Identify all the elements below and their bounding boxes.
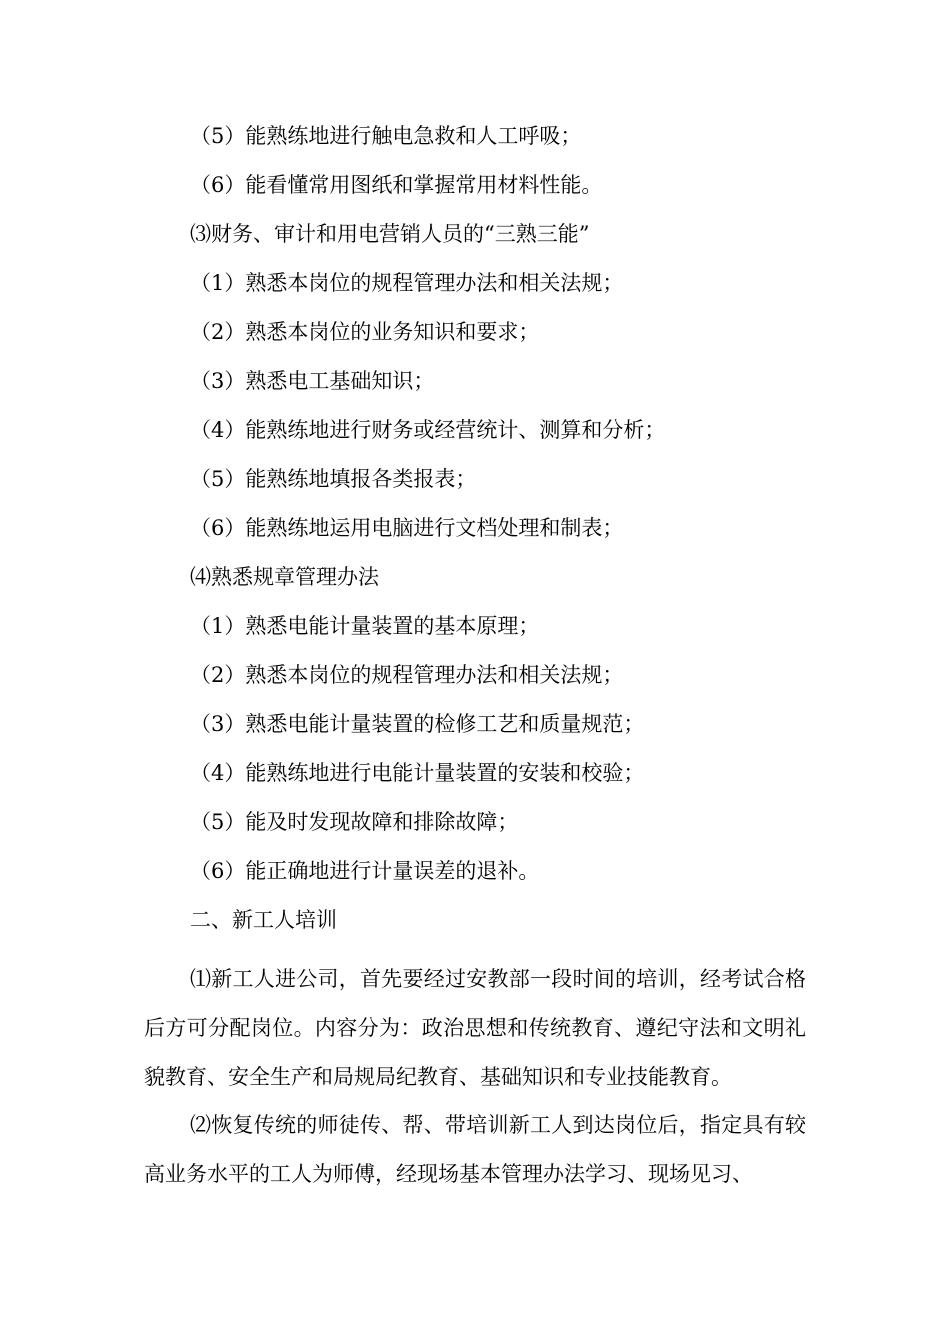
section-heading: 二、新工人培训 <box>190 908 337 932</box>
body-paragraph: ⑴新工人进公司，首先要经过安教部一段时间的培训，经考试合格后方可分配岗位。内容分为：政治思想和传统教育、遵纪守法和文明礼貌教育、安全生产和局规局纪教育、基础知识和专业技能教育。 <box>144 967 806 1089</box>
list-item: （4）能熟练地进行财务或经营统计、测算和分析； <box>190 418 666 442</box>
list-item: （1）熟悉本岗位的规程管理办法和相关法规； <box>190 271 624 295</box>
list-item: （1）熟悉电能计量装置的基本原理； <box>190 614 540 638</box>
list-item: （2）熟悉本岗位的业务知识和要求； <box>190 320 540 344</box>
list-item: （3）熟悉电工基础知识； <box>190 369 435 393</box>
list-item: （5）能熟练地填报各类报表； <box>190 467 477 491</box>
list-item: （4）能熟练地进行电能计量装置的安装和校验； <box>190 761 645 785</box>
section-heading: ⑶财务、审计和用电营销人员的“三熟三能” <box>190 222 590 246</box>
list-item: （5）能熟练地进行触电急救和人工呼吸； <box>190 124 582 148</box>
body-paragraph: ⑵恢复传统的师徒传、帮、带培训新工人到达岗位后，指定具有较高业务水平的工人为师傅，经现场基本管理办法学习、现场见习、 <box>144 1113 806 1186</box>
list-item: （3）熟悉电能计量装置的检修工艺和质量规范； <box>190 712 645 736</box>
list-item: （6）能熟练地运用电脑进行文档处理和制表； <box>190 516 624 540</box>
list-item: （6）能正确地进行计量误差的退补。 <box>190 859 540 883</box>
list-item: （2）熟悉本岗位的规程管理办法和相关法规； <box>190 663 624 687</box>
list-item: （6）能看懂常用图纸和掌握常用材料性能。 <box>190 173 603 197</box>
list-item: （5）能及时发现故障和排除故障； <box>190 810 519 834</box>
section-heading: ⑷熟悉规章管理办法 <box>190 565 379 589</box>
